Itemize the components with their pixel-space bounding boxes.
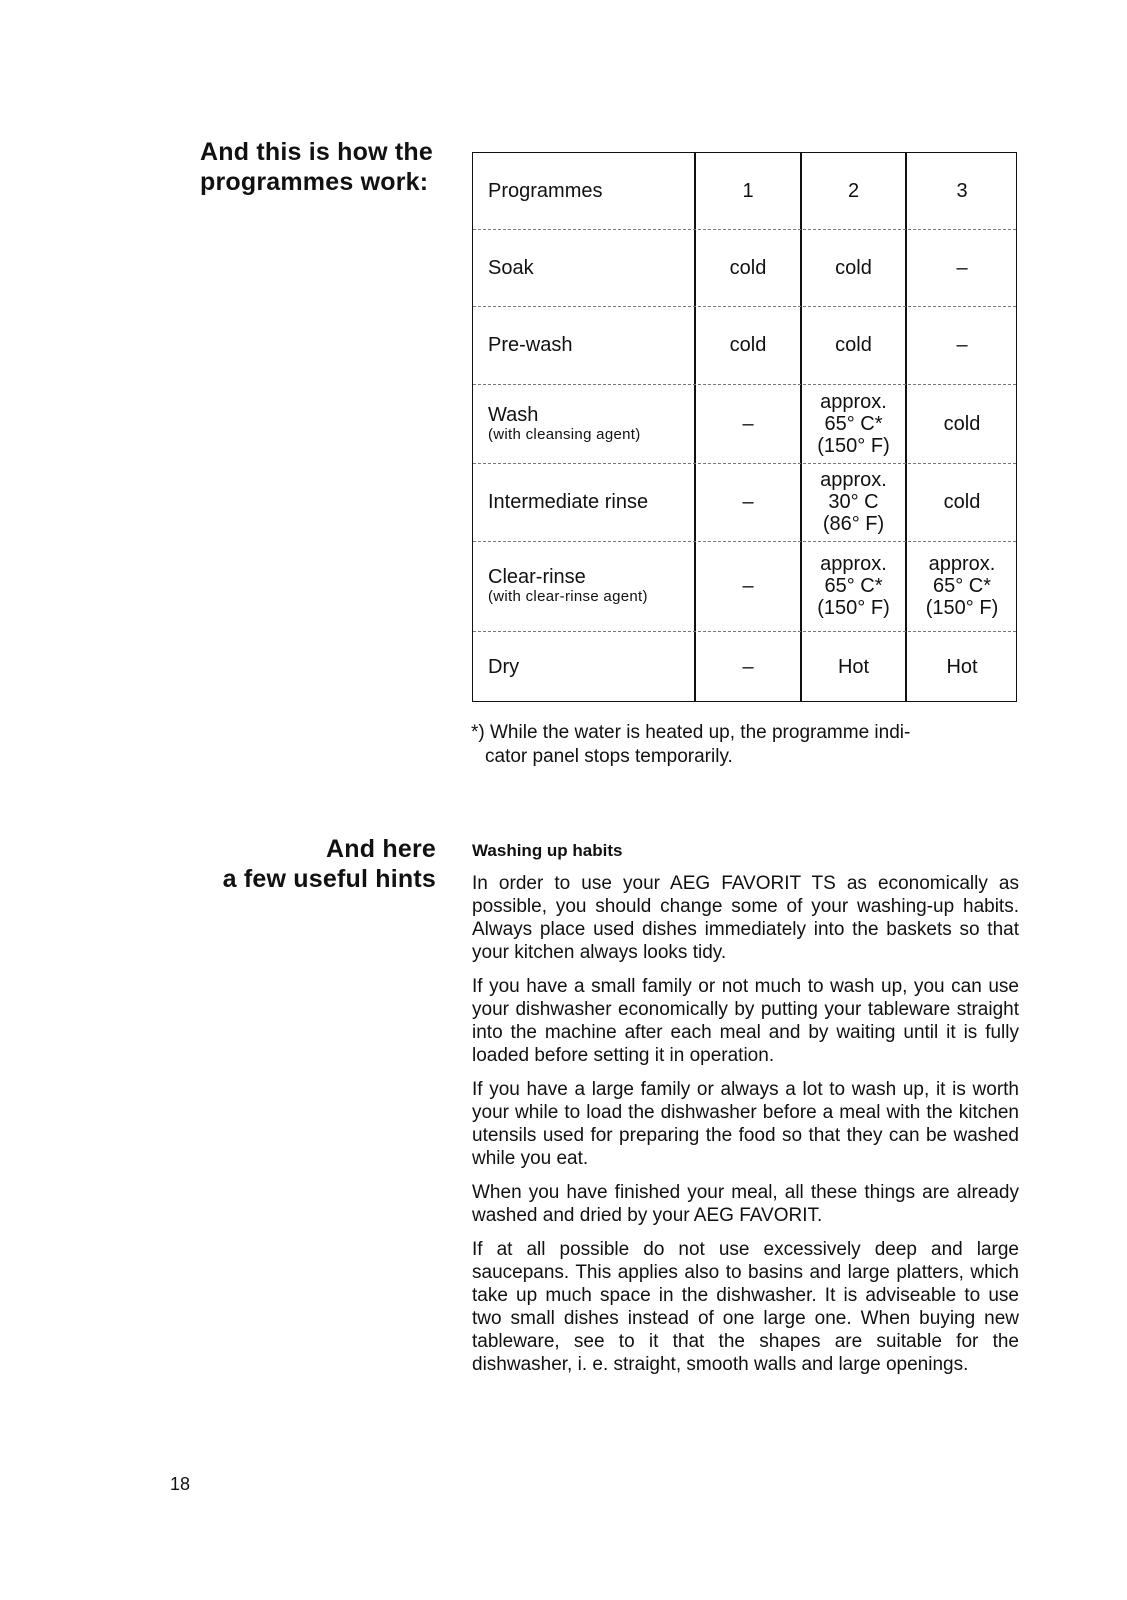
table-cell — [906, 631, 1018, 703]
table-cell — [906, 384, 1018, 463]
programmes-table — [472, 152, 1017, 702]
paragraph: If you have a large family or always a lot to wash up, it is worth your while to load the dishwasher before a meal with the kitchen utensils used for preparing the food so that they can be washed while you eat. — [472, 1079, 1019, 1169]
table-cell — [695, 306, 801, 384]
cell-text: 2 — [847, 180, 860, 202]
heading-line: And this is how the — [200, 138, 433, 166]
cell-text: approx. — [928, 553, 996, 575]
cell-text: Dry — [488, 656, 520, 678]
cell-text: 3 — [956, 180, 968, 202]
table-cell — [906, 229, 1018, 306]
table-footnote — [471, 721, 1016, 769]
footnote-line: *) While the water is heated up, the programme indi- — [471, 722, 911, 743]
table-cell — [801, 229, 906, 306]
heading-line: And here — [326, 835, 436, 863]
cell-text: Programmes — [488, 180, 603, 202]
table-cell — [695, 229, 801, 306]
paragraph: If at all possible do not use excessively deep and large saucepans. This applies also to basins and large platters, which take up much space in the dishwasher. It is adviseable to use two small dishes instead of one large one. When buying new tableware, see to it that the shapes are suitable for the dishwasher, i. e. straight, smooth walls and large openings. — [472, 1239, 1019, 1375]
cell-text: 30° C — [828, 491, 879, 513]
row-label — [473, 541, 695, 631]
header-programme-2 — [801, 153, 906, 229]
header-programme-1 — [695, 153, 801, 229]
row-label-note: (with cleansing agent) — [488, 425, 641, 443]
row-label — [473, 463, 695, 541]
cell-text: 65° C* — [824, 575, 883, 597]
paragraph: If you have a small family or not much to wash up, you can use your dishwasher economically by putting your tableware straight into the machine after each meal and by waiting until it is fully loaded before setting it in operation. — [472, 976, 1019, 1066]
table-cell — [801, 463, 906, 541]
table-cell — [801, 384, 906, 463]
paragraph: In order to use your AEG FAVORIT TS as economically as possible, you should change some of your washing-up habits. Always place used dishes immediately into the baskets so that your kitchen always looks tidy. — [472, 873, 1019, 963]
row-label — [473, 229, 695, 306]
table-cell — [695, 541, 801, 631]
cell-text: Intermediate rinse — [488, 491, 649, 513]
row-label — [473, 384, 695, 463]
table-cell — [695, 384, 801, 463]
page-number: 18 — [170, 1474, 191, 1494]
table-cell — [906, 306, 1018, 384]
cell-text: cold — [943, 491, 981, 513]
cell-text: (150° F) — [817, 434, 890, 457]
cell-text: Hot — [837, 656, 870, 678]
table-cell — [801, 306, 906, 384]
table-cell — [801, 541, 906, 631]
cell-text: Pre-wash — [488, 334, 573, 356]
heading-line: a few useful hints — [222, 865, 436, 893]
row-label — [473, 631, 695, 703]
cell-text: (86° F) — [822, 513, 885, 535]
cell-text: cold — [729, 256, 767, 279]
cell-text: Wash — [488, 403, 539, 426]
paragraph: When you have finished your meal, all these things are already washed and dried by your AEG FAVORIT. — [472, 1182, 1019, 1226]
cell-text: – — [742, 412, 754, 435]
cell-text: – — [742, 575, 754, 597]
hints-body — [472, 872, 1019, 1387]
table-cell — [695, 463, 801, 541]
cell-text: approx. — [820, 469, 887, 491]
cell-text: Soak — [488, 256, 534, 279]
cell-text: approx. — [820, 553, 887, 575]
cell-text: 1 — [742, 180, 754, 202]
cell-text: cold — [943, 412, 981, 435]
table-cell — [695, 631, 801, 703]
cell-text: 65° C* — [824, 412, 883, 435]
cell-text: cold — [835, 256, 872, 279]
cell-text: Hot — [946, 656, 978, 678]
cell-text: – — [742, 491, 754, 513]
table-cell — [801, 631, 906, 703]
table-cell — [906, 463, 1018, 541]
footnote-line: cator panel stops temporarily. — [485, 746, 733, 767]
cell-text: cold — [835, 334, 872, 356]
row-label-note: (with clear-rinse agent) — [488, 588, 648, 605]
heading-line: programmes work: — [200, 168, 429, 196]
cell-text: Clear-rinse — [488, 566, 586, 588]
cell-text: – — [956, 256, 968, 279]
cell-text: (150° F) — [817, 597, 890, 619]
header-label — [473, 153, 695, 229]
cell-text: (150° F) — [925, 597, 999, 619]
table-cell — [906, 541, 1018, 631]
row-label — [473, 306, 695, 384]
cell-text: cold — [729, 334, 767, 356]
section-heading-hints — [223, 834, 436, 894]
header-programme-3 — [906, 153, 1018, 229]
section-heading-programmes — [200, 137, 433, 197]
cell-text: 65° C* — [932, 575, 992, 597]
subheading-washing-up-habits: Washing up habits — [472, 841, 623, 860]
cell-text: approx. — [820, 390, 887, 413]
cell-text: – — [956, 334, 968, 356]
cell-text: – — [742, 656, 754, 678]
